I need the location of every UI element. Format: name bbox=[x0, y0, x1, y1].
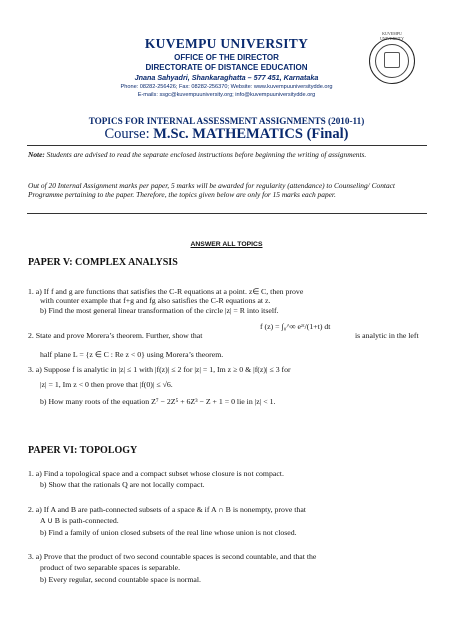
p6-q2b: b) Find a family of union closed subsets of the real line whose union is not closed. bbox=[40, 528, 297, 537]
p6-q2a-cont: A ∪ B is path-connected. bbox=[40, 516, 119, 525]
regularity-note: Out of 20 Internal Assignment marks per paper, 5 marks will be awarded for regularity (attendance) to Counseling/ Contact Programme pertaining to the paper. Therefore, the topics given below are only for 15 marks each paper. bbox=[28, 181, 395, 199]
answer-all-heading: ANSWER ALL TOPICS bbox=[190, 241, 263, 248]
p5-q1a-cont: with counter example that f+g and fg also satisfies the C-R equations at z. bbox=[40, 296, 271, 305]
p5-q3a: 3. a) Suppose f is analytic in |z| ≤ 1 with |f(z)| ≤ 2 for |z| = 1, Im z ≥ 0 & |f(z)| ≤ 3 for bbox=[28, 365, 291, 374]
course-name: M.Sc. MATHEMATICS (Final) bbox=[153, 126, 349, 142]
directorate-line: DIRECTORATE OF DISTANCE EDUCATION bbox=[145, 63, 308, 72]
p6-q2a: 2. a) If A and B are path-connected subsets of a space & if A ∩ B is nonempty, prove that bbox=[28, 505, 306, 514]
email-line: E-mails: ssgc@kuvempuuniversity.org; info@kuvempuuniversitydde.org bbox=[137, 92, 316, 98]
seal-caption: KUVEMPU UNIVERSITY bbox=[380, 31, 404, 41]
course-title bbox=[0, 126, 453, 143]
p5-q2-cont: half plane L = {z ∈ C : Re z < 0} using Morera’s theorem. bbox=[40, 350, 224, 359]
p6-q3b: b) Every regular, second countable space is normal. bbox=[40, 575, 201, 584]
p5-q3b: b) How many roots of the equation Z⁷ − 2Z⁵ + 6Z³ − Z + 1 = 0 lie in |z| < 1. bbox=[40, 397, 276, 406]
divider bbox=[27, 145, 427, 146]
office-line: OFFICE OF THE DIRECTOR bbox=[174, 53, 279, 62]
paper5-title: PAPER V: COMPLEX ANALYSIS bbox=[28, 257, 178, 268]
p5-q2: 2. State and prove Morera’s theorem. Further, show that bbox=[28, 331, 203, 340]
paper6-title: PAPER VI: TOPOLOGY bbox=[28, 445, 138, 456]
p6-q1b: b) Show that the rationals Q are not locally compact. bbox=[40, 480, 205, 489]
university-seal bbox=[369, 31, 415, 84]
p5-q2-tail: is analytic in the left bbox=[355, 331, 419, 340]
topics-title: TOPICS FOR INTERNAL ASSESSMENT ASSIGNMENTS (2010-11) bbox=[88, 116, 365, 126]
course-prefix: Course: bbox=[104, 126, 154, 142]
address-line: Jnana Sahyadri, Shankaraghatta – 577 451, Karnataka bbox=[134, 73, 319, 82]
p6-q3a-cont: product of two separable spaces is separable. bbox=[40, 563, 181, 572]
p5-q3a-cont: |z| = 1, Im z < 0 then prove that |f(0)| ≤ √6. bbox=[40, 380, 173, 389]
p6-q1a: 1. a) Find a topological space and a compact subset whose closure is not compact. bbox=[28, 469, 284, 478]
p6-q3a: 3. a) Prove that the product of two second countable spaces is second countable, and that the bbox=[28, 552, 317, 561]
contact-line: Phone: 08282-256426; Fax: 08282-256370; Website: www.kuvempuuniversitydde.org bbox=[120, 84, 333, 90]
divider bbox=[27, 213, 427, 214]
note bbox=[28, 150, 424, 159]
note-text: Students are advised to read the separate enclosed instructions before beginning the writing of assignments. bbox=[44, 150, 367, 159]
p5-q2-formula: f (z) = ∫₀^∞ eᶻᵗ/(1+t) dt bbox=[260, 322, 331, 331]
note-label: Note: bbox=[28, 150, 45, 159]
p5-q1b: b) Find the most general linear transformation of the circle |z| = R into itself. bbox=[40, 306, 279, 315]
university-name: KUVEMPU UNIVERSITY bbox=[144, 36, 309, 51]
p5-q1a: 1. a) If f and g are functions that satisfies the C-R equations at a point. z∈ C, then prove bbox=[28, 287, 304, 296]
